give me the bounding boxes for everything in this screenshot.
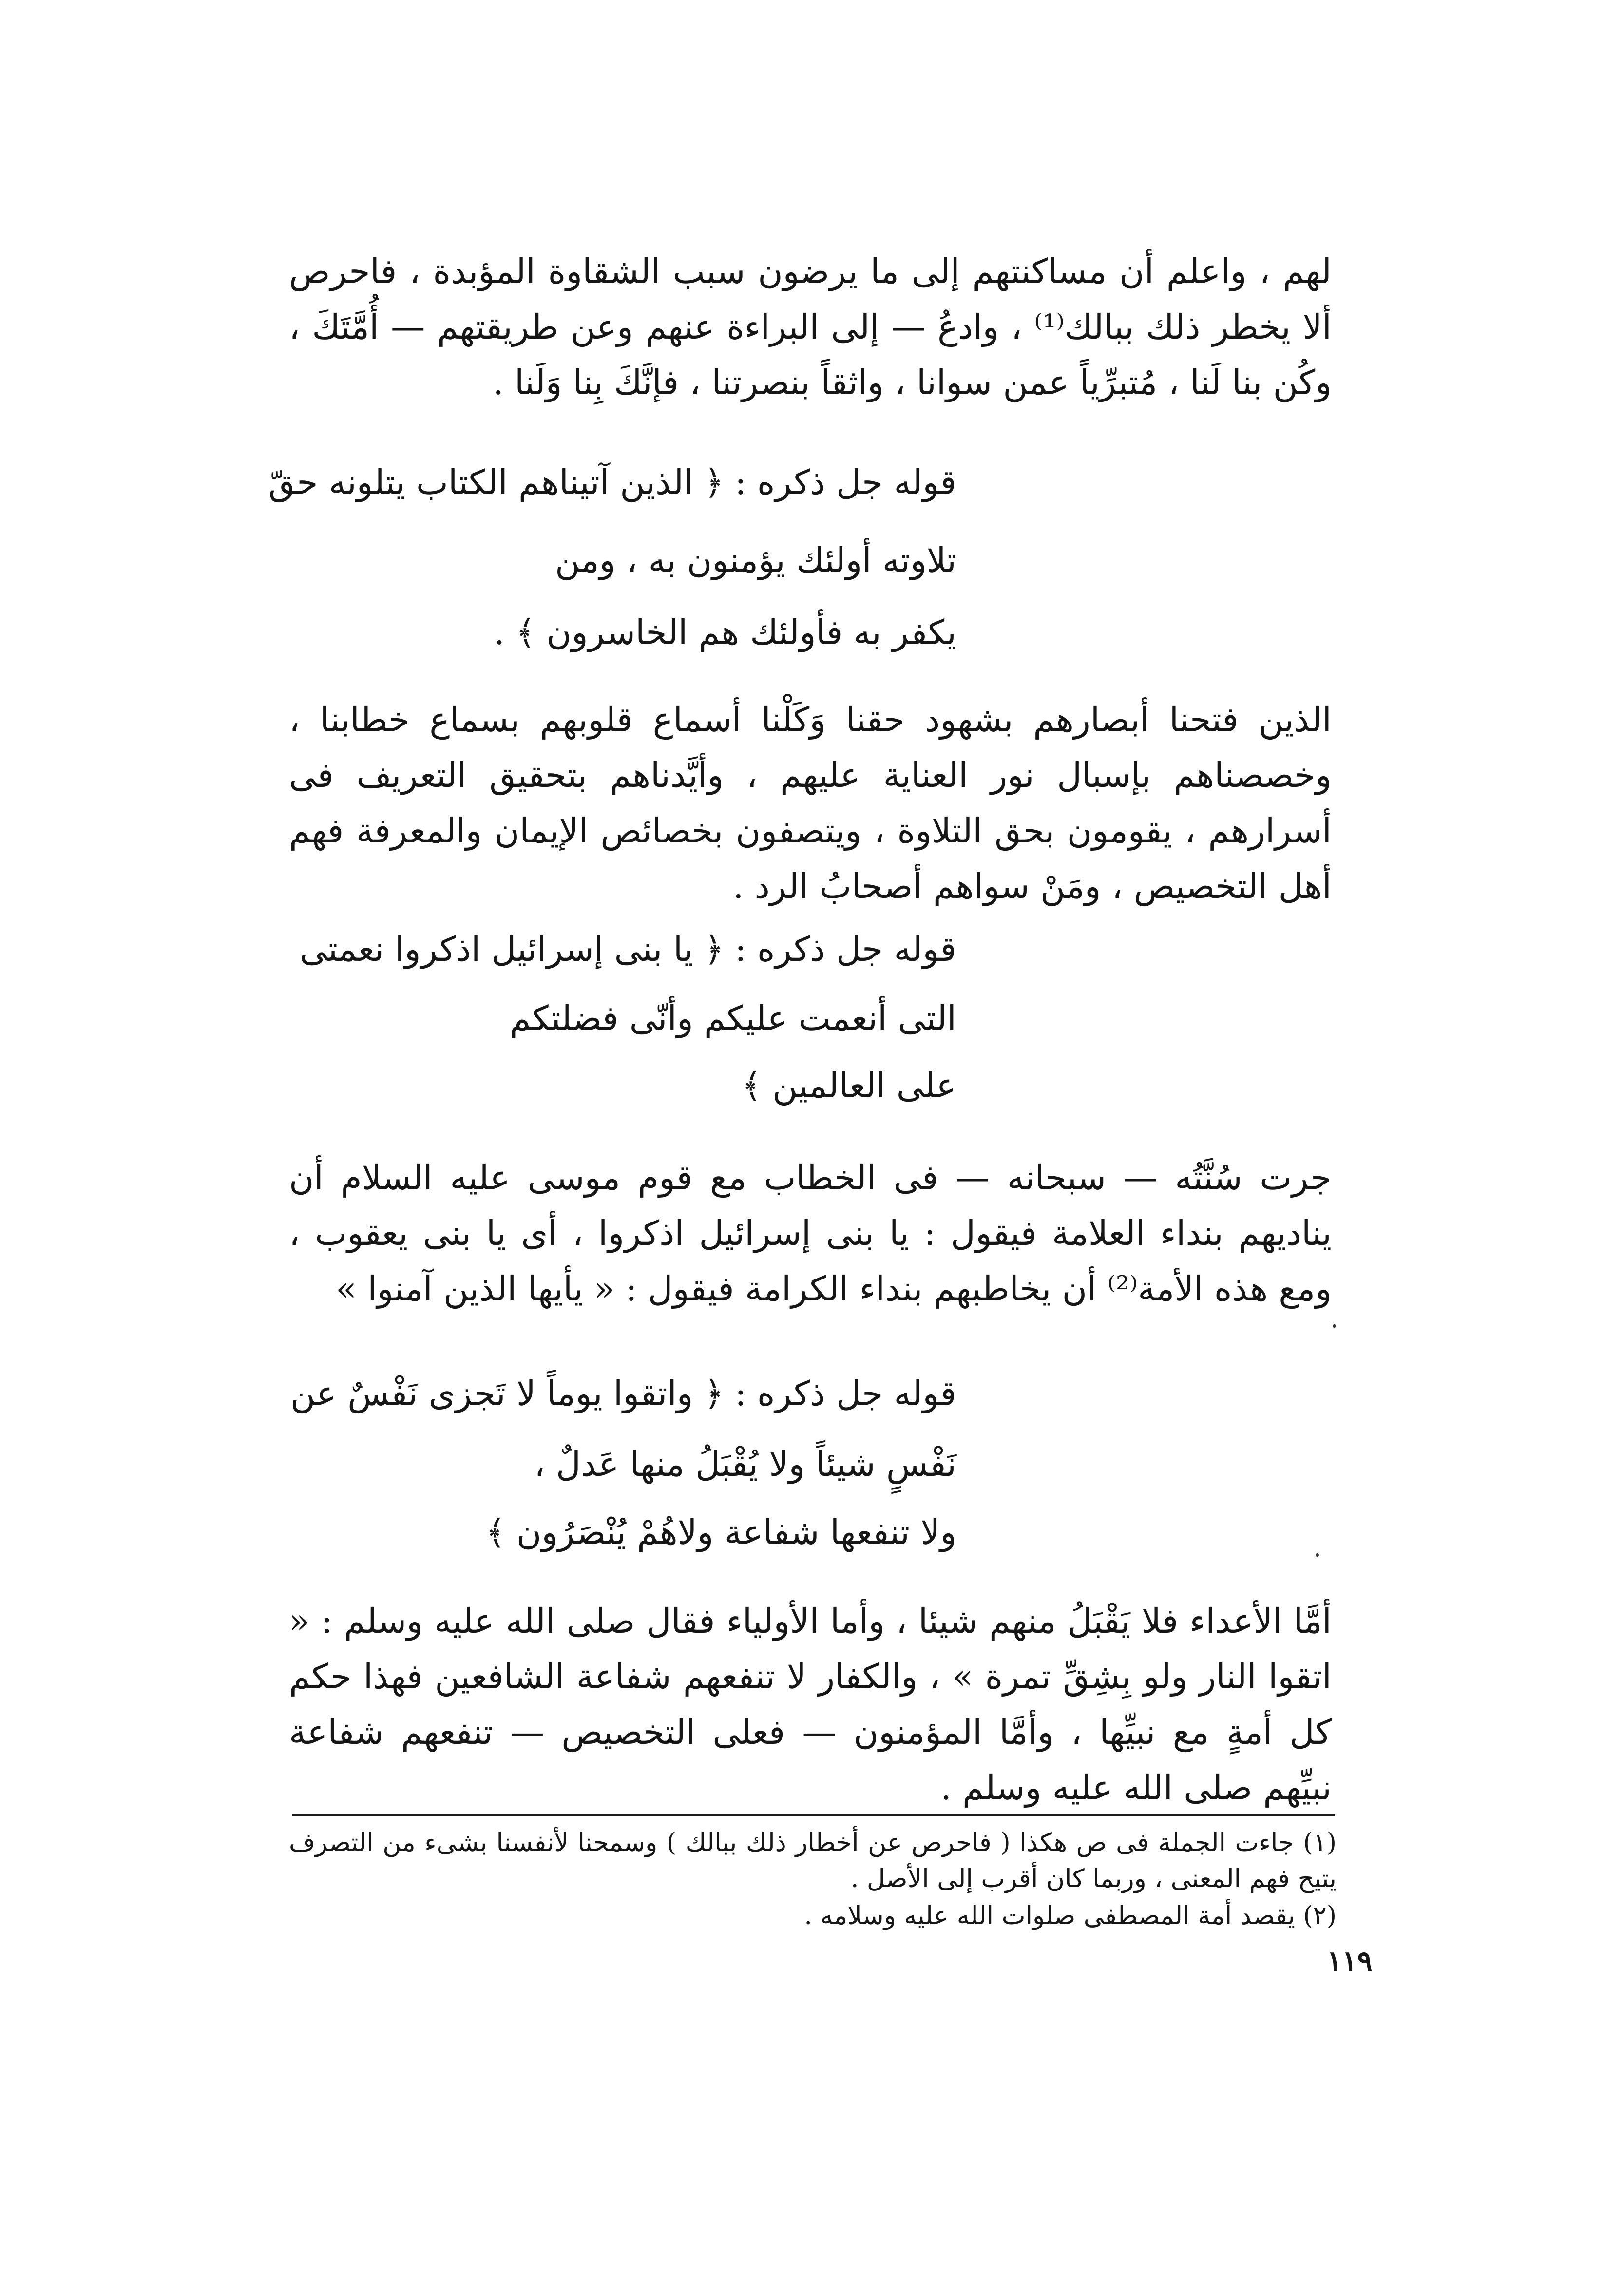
margin-speck [1333,1324,1336,1328]
verse-2-line-1: قوله جل ذكره : ﴿ يا بنى إسرائيل اذكروا نعمتى [300,929,956,969]
footnote-1: (١) جاءت الجملة فى ص هكذا ( فاحرص عن أخطار ذلك ببالك ) وسمحنا لأنفسنا بشىء من التصرف يتيح فهم المعنى ، وربما كان أقرب إلى الأصل . [289,1828,1337,1893]
verse-1-line-2: تلاوته أولئك يؤمنون به ، ومن [554,540,956,580]
footnote-2: (٢) يقصد أمة المصطفى صلوات الله عليه وسلامه . [804,1901,1337,1930]
verse-2-line-3: على العالمين ﴾ [742,1066,956,1106]
verse-3-line-2: نَفْسٍ شيئاً ولا يُقْبَلُ منها عَدلٌ ، [534,1444,956,1484]
paragraph-1: لهم ، واعلم أن مساكنتهم إلى ما يرضون سبب الشقاوة المؤبدة ، فاحرص ألا يخطر ذلك ببالك⁽¹⁾ ، وادعُ — إلى البراءة عنهم وعن طريقتهم — أُمَّتَكَ ، وكُن بنا لَنا ، مُتبرِّياً عمن سوانا ، واثقاً بنصرتنا ، فإنَّكَ بِنا وَلَنا . [289,251,1332,402]
paragraph-3: جرت سُنَّتُه — سبحانه — فى الخطاب مع قوم موسى عليه السلام أن يناديهم بنداء العلامة فيقول : يا بنى إسرائيل اذكروا ، أى يا بنى يعقوب ، ومع هذه الأمة⁽²⁾ أن يخاطبهم بنداء الكرامة فيقول : « يأيها الذين آمنوا » [289,1158,1332,1309]
page-number: ١١٩ [1327,1945,1373,1978]
footnote-divider [292,1814,1335,1816]
verse-3-line-1: قوله جل ذكره : ﴿ واتقوا يوماً لا تَجزى نَفْسٌ عن [290,1374,956,1413]
verse-1-line-3: يكفر به فأولئك هم الخاسرون ﴾ . [494,612,956,652]
verse-2-line-2: التى أنعمت عليكم وأنّى فضلتكم [509,998,956,1038]
verse-1-line-1: قوله جل ذكره : ﴿ الذين آتيناهم الكتاب يتلونه حقّ [268,462,956,502]
paragraph-4: أمَّا الأعداء فلا يَقْبَلُ منهم شيئا ، وأما الأولياء فقال صلى الله عليه وسلم : « اتقوا النار ولو بِشِقِّ تمرة » ، والكفار لا تنفعهم شفاعة الشافعين فهذا حكم كل أمةٍ مع نبيِّها ، وأمَّا المؤمنون — فعلى التخصيص — تنفعهم شفاعة نبيِّهم صلى الله عليه وسلم . [289,1601,1332,1808]
verse-3-line-3: ولا تنفعها شفاعة ولاهُمْ يُنْصَرُون ﴾ [485,1512,956,1552]
margin-speck [1316,1553,1319,1557]
paragraph-2: الذين فتحنا أبصارهم بشهود حقنا وَكَلْنا أسماع قلوبهم بسماع خطابنا ، وخصصناهم بإسبال نور العناية عليهم ، وأيَّدناهم بتحقيق التعريف فى أسرارهم ، يقومون بحق التلاوة ، ويتصفون بخصائص الإيمان والمعرفة فهم أهل التخصيص ، ومَنْ سواهم أصحابُ الرد . [289,700,1332,906]
